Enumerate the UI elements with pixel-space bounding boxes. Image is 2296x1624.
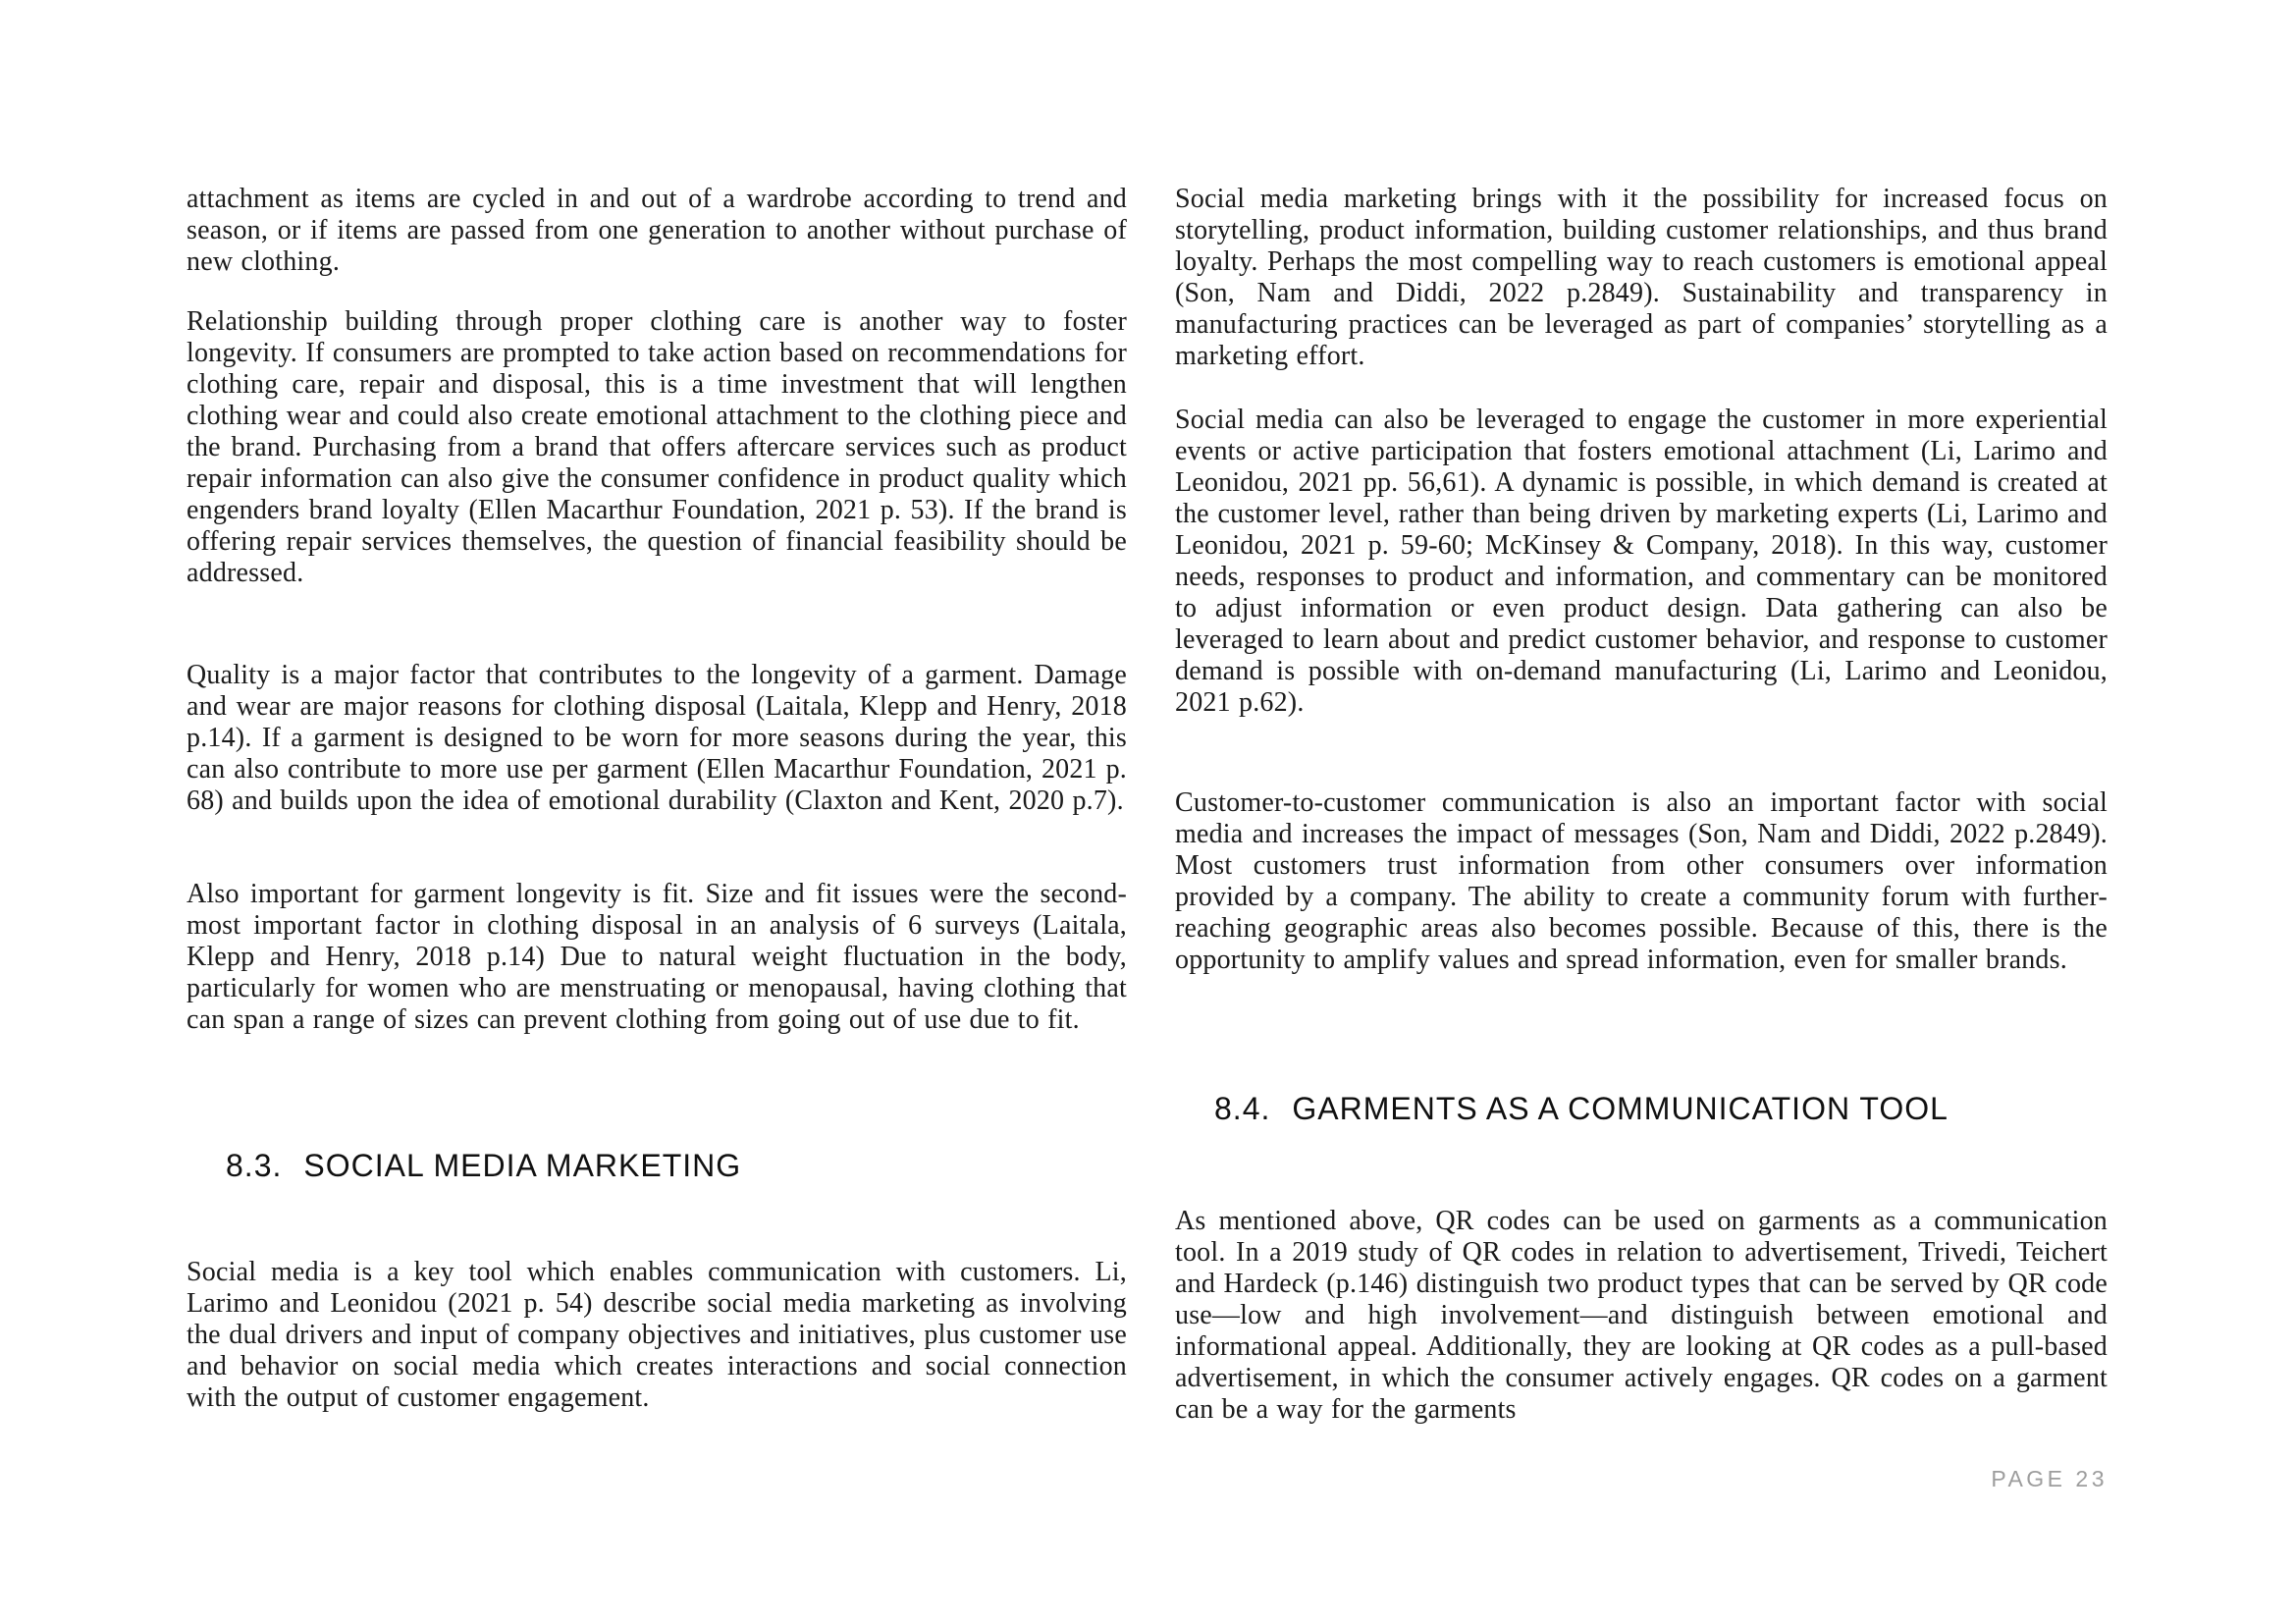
paragraph: Social media can also be leveraged to engage the customer in more experiential events or active participation that fosters emotional attachment (Li, Larimo and Leonidou, 2021 pp. 56,61). A dynamic is possible, in which demand is created at the customer level, rather than being driven by marketing experts (Li, Larimo and Leonidou, 2021 p. 59-60; McKinsey & Company, 2018). In this way, customer needs, responses to product and information, and commentary can be monitored to adjust information or even product design. Data gathering can also be leveraged to learn about and predict customer behavior, and response to customer demand is possible with on-demand manufacturing (Li, Larimo and Leonidou, 2021 p.62). xyxy=(1175,405,2108,718)
paragraph: Quality is a major factor that contributes to the longevity of a garment. Damage and wear are major reasons for clothing disposal (Laitala, Klepp and Henry, 2018 p.14). If a garment is designed to be worn for more seasons during the year, this can also contribute to more use per garment (Ellen Macarthur Foundation, 2021 p. 68) and builds upon the idea of emotional durability (Claxton and Kent, 2020 p.7). xyxy=(187,660,1127,816)
left-column xyxy=(187,0,1127,1624)
section-title: SOCIAL MEDIA MARKETING xyxy=(303,1148,742,1183)
page-number-label: PAGE 23 xyxy=(1991,1466,2108,1491)
section-heading-8-4 xyxy=(1175,1090,2108,1127)
section-title: GARMENTS AS A COMMUNICATION TOOL xyxy=(1292,1091,1949,1126)
paragraph: Customer-to-customer communication is also an important factor with social media and increases the impact of messages (Son, Nam and Diddi, 2022 p.2849). Most customers trust information from other consumers over information provided by a company. The ability to create a community forum with further-reaching geographic areas also becomes possible. Because of this, there is the opportunity to amplify values and spread information, even for smaller brands. xyxy=(1175,787,2108,975)
paragraph: Social media is a key tool which enables communication with customers. Li, Larimo and Leonidou (2021 p. 54) describe social media marketing as involving the dual drivers and input of company objectives and initiatives, plus customer use and behavior on social media which creates interactions and social connection with the output of customer engagement. xyxy=(187,1257,1127,1413)
section-heading-8-3 xyxy=(187,1147,1127,1184)
paragraph: As mentioned above, QR codes can be used on garments as a communication tool. In a 2019 study of QR codes in relation to advertisement, Trivedi, Teichert and Hardeck (p.146) distinguish two product types that can be served by QR code use—low and high involvement—and distinguish between emotional and informational appeal. Additionally, they are looking at QR codes as a pull-based advertisement, in which the consumer actively engages. QR codes on a garment can be a way for the garments xyxy=(1175,1206,2108,1425)
paragraph: Social media marketing brings with it the possibility for increased focus on storytelling, product information, building customer relationships, and thus brand loyalty. Perhaps the most compelling way to reach customers is emotional appeal (Son, Nam and Diddi, 2022 p.2849). Sustainability and transparency in manufacturing practices can be leveraged as part of companies’ storytelling as a marketing effort. xyxy=(1175,184,2108,371)
paragraph: Relationship building through proper clothing care is another way to foster longevity. If consumers are prompted to take action based on recommendations for clothing care, repair and disposal, this is a time investment that will lengthen clothing wear and could also create emotional attachment to the clothing piece and the brand. Purchasing from a brand that offers aftercare services such as product repair information can also give the consumer confidence in product quality which engenders brand loyalty (Ellen Macarthur Foundation, 2021 p. 53). If the brand is offering repair services themselves, the question of financial feasibility should be addressed. xyxy=(187,306,1127,588)
right-column xyxy=(1175,0,2108,1624)
paragraph: attachment as items are cycled in and out of a wardrobe according to trend and season, or if items are passed from one generation to another without purchase of new clothing. xyxy=(187,184,1127,277)
paragraph: Also important for garment longevity is fit. Size and fit issues were the second-most important factor in clothing disposal in an analysis of 6 surveys (Laitala, Klepp and Henry, 2018 p.14) Due to natural weight fluctuation in the body, particularly for women who are menstruating or menopausal, having clothing that can span a range of sizes can prevent clothing from going out of use due to fit. xyxy=(187,879,1127,1035)
section-number: 8.3. xyxy=(226,1148,283,1183)
section-number: 8.4. xyxy=(1214,1091,1271,1126)
